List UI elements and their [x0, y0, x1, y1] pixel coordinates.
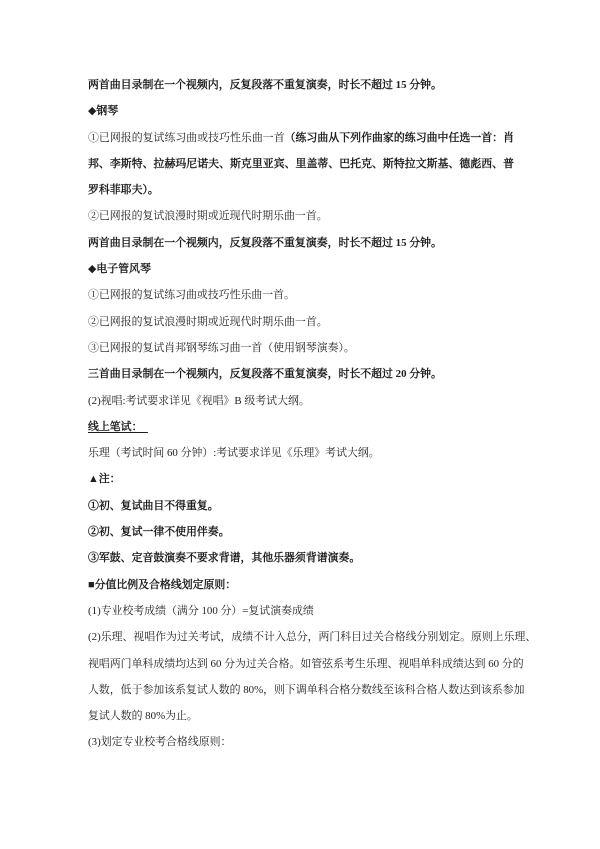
text-run: ▲注： [88, 473, 121, 486]
text-run: (1)专业校考成绩（满分 100 分）=复试演奏成绩 [88, 604, 314, 617]
text-line-18 [88, 519, 514, 545]
text-line-3 [88, 125, 514, 151]
document-body [88, 72, 537, 756]
text-run: 视唱两门单科成绩均达到 60 分为过关合格。如管弦系考生乐理、视唱单科成绩达到 60 分的 [88, 657, 524, 670]
text-run: ◆电子管风琴 [88, 263, 151, 276]
text-line-23 [88, 651, 524, 677]
text-line-26 [88, 729, 514, 755]
text-run: 复试人数的 80%为止。 [88, 710, 198, 723]
text-line-22 [88, 624, 537, 650]
text-line-9 [88, 282, 514, 308]
text-run: ①已网报的复试练习曲或技巧性乐曲一首 [88, 131, 285, 144]
text-run: （练习曲从下列作曲家的练习曲中任选一首：肖 [284, 131, 514, 144]
text-run: (3)划定专业校考合格线原则： [88, 736, 232, 749]
text-line-5 [88, 177, 514, 203]
text-line-16 [88, 466, 514, 492]
text-run: 两首曲目录制在一个视频内，反复段落不重复演奏，时长不超过 15 分钟。 [88, 79, 442, 91]
text-run: ③军鼓、定音鼓演奏不要求背谱，其他乐器须背谱演奏。 [88, 552, 361, 565]
text-run [142, 421, 147, 433]
text-line-14 [88, 414, 514, 440]
text-run: 邦、李斯特、拉赫玛尼诺夫、斯克里亚宾、里盖蒂、巴托克、斯特拉文斯基、德彪西、普 [88, 157, 514, 170]
text-line-21 [88, 598, 514, 624]
text-run: 两首曲目录制在一个视频内，反复段落不重复演奏，时长不超过 15 分钟。 [88, 236, 442, 249]
text-run: 人数，低于参加该系复试人数的 80%，则下调单科合格分数线至该科合格人数达到该系参加 [88, 683, 525, 696]
text-line-24 [88, 677, 525, 703]
text-line-12 [88, 361, 514, 387]
text-run: 线上笔试： [88, 420, 143, 433]
text-run: (2)视唱:考试要求详见《视唱》B 级考试大纲。 [88, 394, 310, 407]
text-line-17 [88, 493, 514, 519]
text-run: 乐理（考试时间 60 分钟）:考试要求详见《乐理》考试大纲。 [88, 447, 380, 460]
text-run: ■分值比例及合格线划定原则： [88, 578, 237, 591]
text-line-19 [88, 545, 514, 571]
text-run: ①已网报的复试练习曲或技巧性乐曲一首。 [88, 289, 295, 302]
text-line-4 [88, 151, 514, 177]
text-line-20 [88, 572, 514, 598]
text-line-7 [88, 230, 514, 256]
text-line-2 [88, 98, 514, 124]
text-run: ②已网报的复试浪漫时期或近现代时期乐曲一首。 [88, 315, 328, 328]
text-run: ②已网报的复试浪漫时期或近现代时期乐曲一首。 [88, 210, 328, 223]
text-run: ①初、复试曲目不得重复。 [88, 499, 219, 512]
text-line-25 [88, 703, 514, 729]
text-run: 罗科菲耶夫）。 [88, 184, 159, 197]
text-line-15 [88, 440, 514, 466]
text-run: ◆钢琴 [88, 105, 119, 118]
text-line-8 [88, 256, 514, 282]
text-run: ②初、复试一律不使用伴奏。 [88, 526, 230, 539]
text-line-1 [88, 72, 514, 98]
text-line-10 [88, 309, 514, 335]
text-line-13 [88, 388, 514, 414]
text-run: ③已网报的复试肖邦钢琴练习曲一首（使用钢琴演奏）。 [88, 341, 355, 354]
text-run: (2)乐理、视唱作为过关考试，成绩不计入总分，两门科目过关合格线分别划定。原则上乐理、 [88, 631, 537, 644]
text-line-6 [88, 203, 514, 229]
text-line-11 [88, 335, 514, 361]
text-run: 三首曲目录制在一个视频内，反复段落不重复演奏，时长不超过 20 分钟。 [88, 368, 442, 381]
